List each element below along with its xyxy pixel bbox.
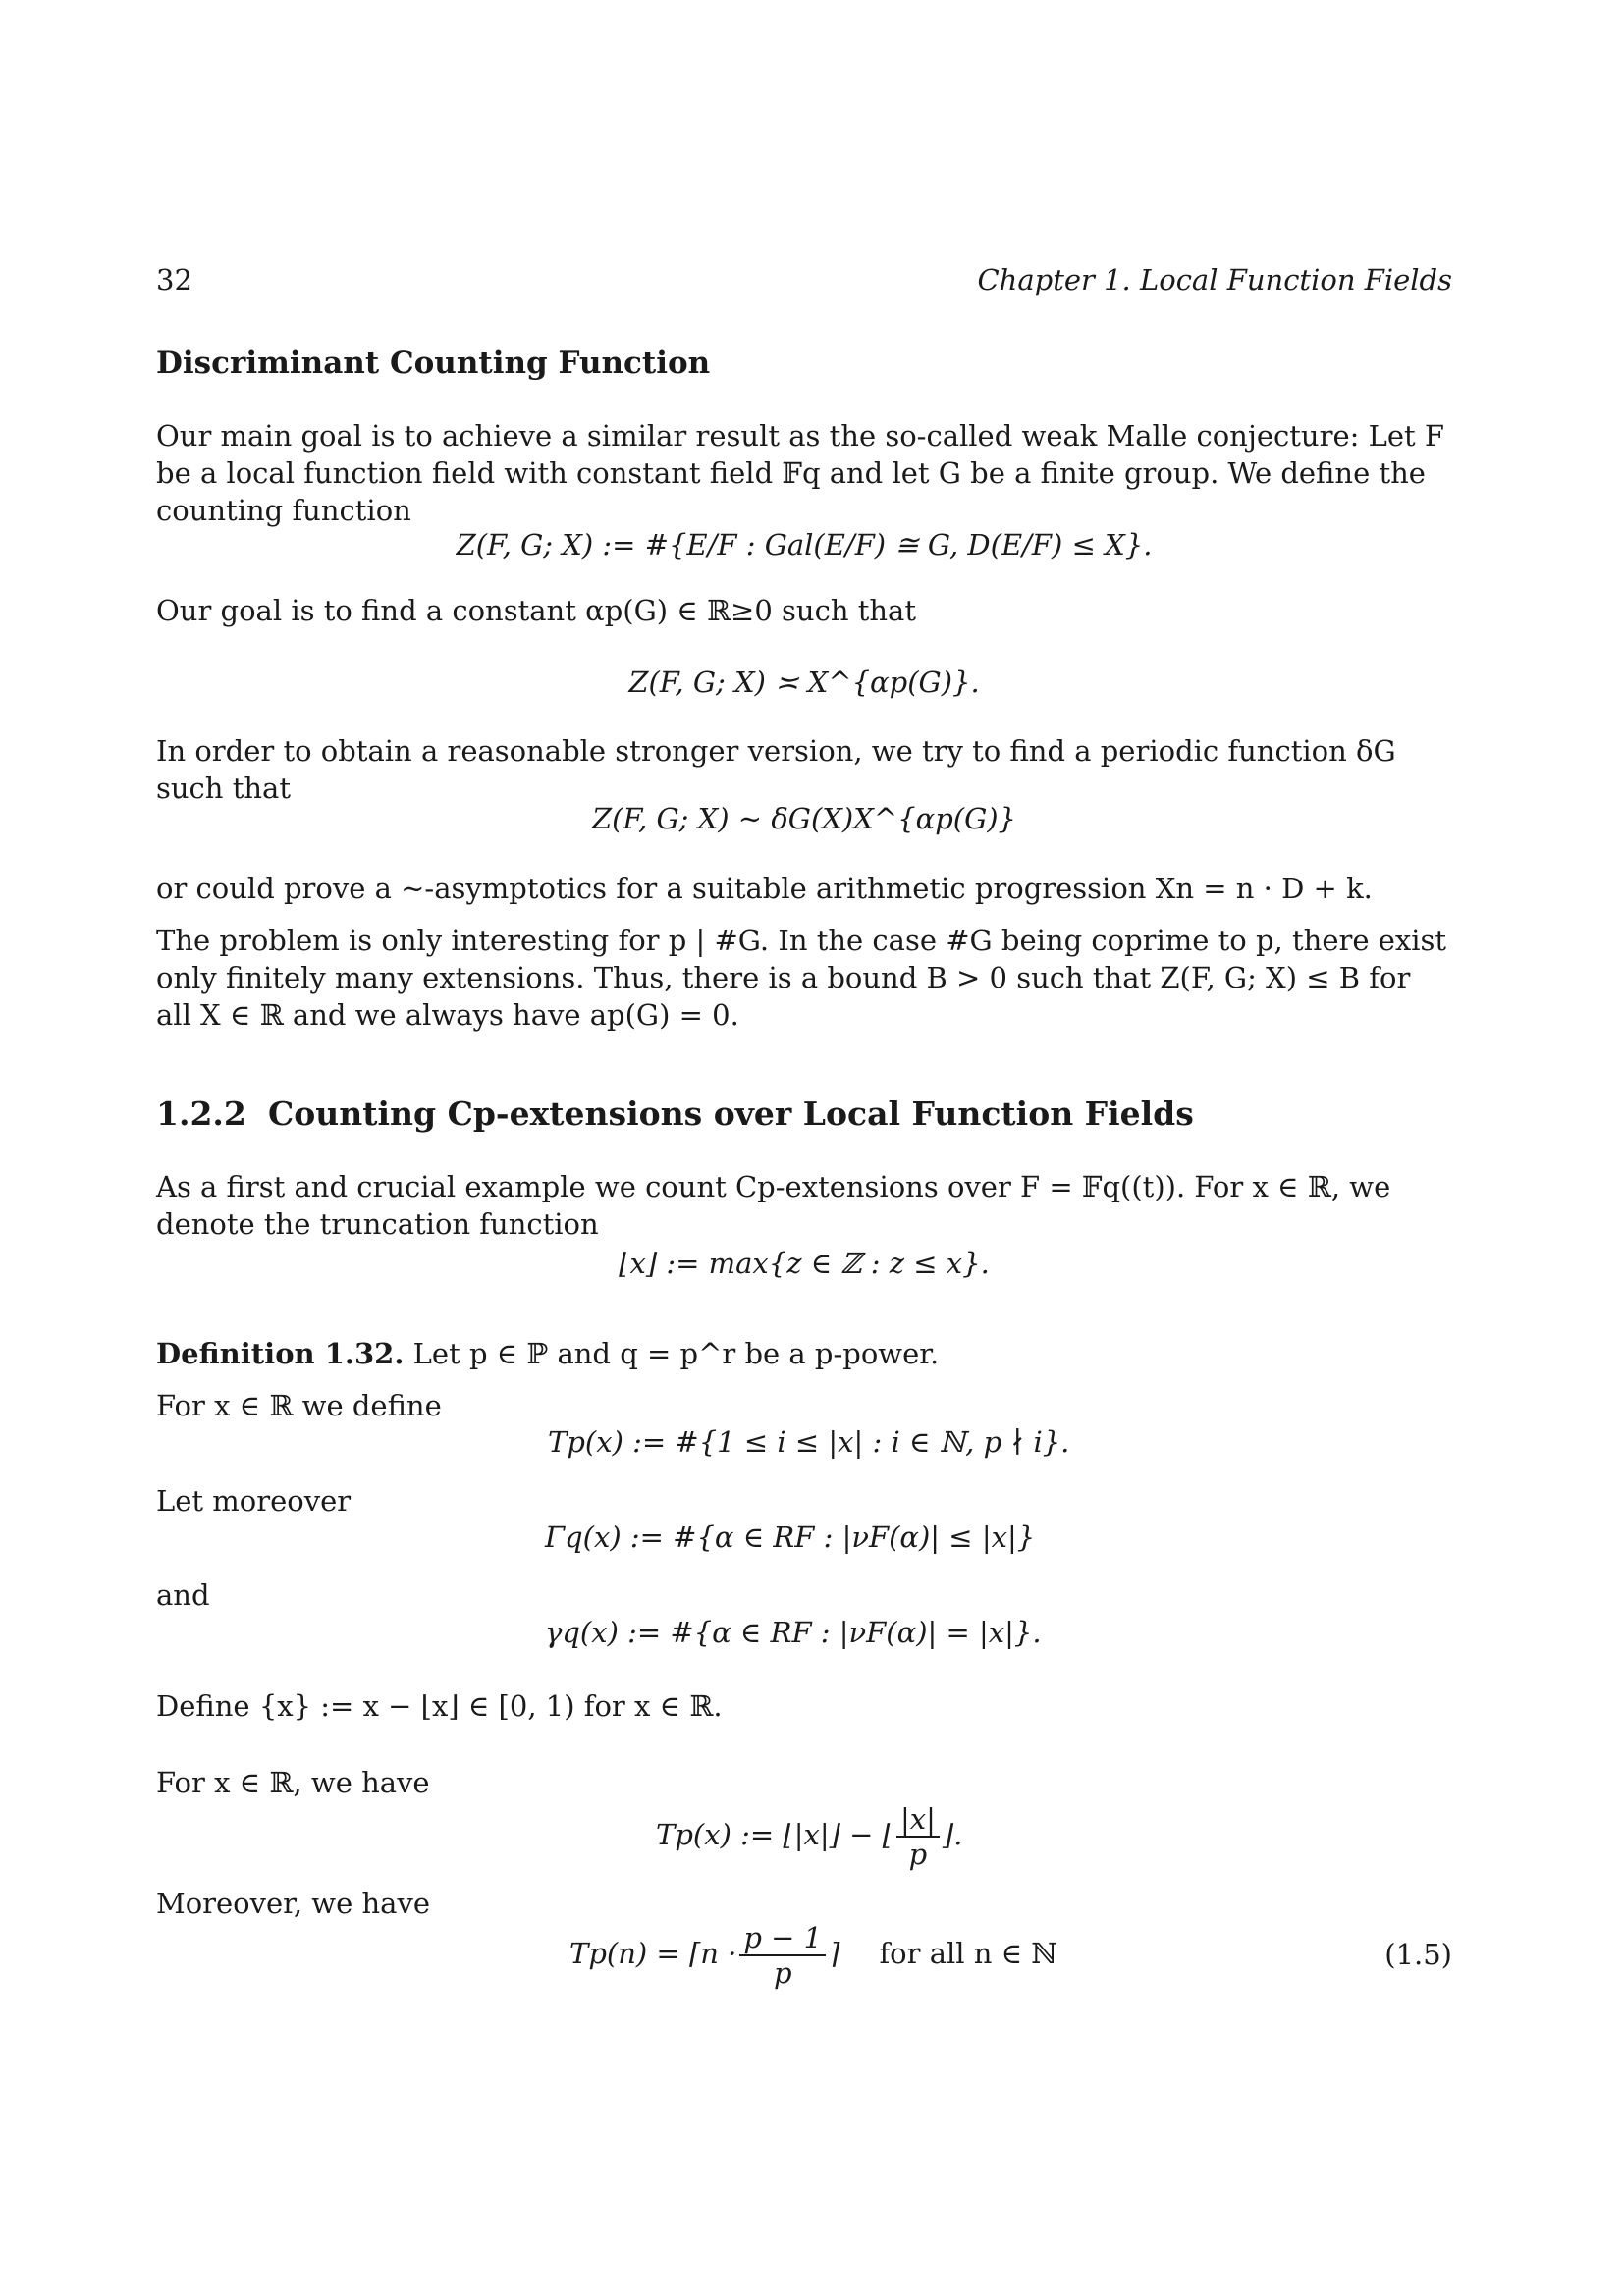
paragraph: Our main goal is to achieve a similar result as the so-called weak Malle conjecture: Let F be a local function field with constant field 𝔽q and let G be a finite group. We define the counting function: [156, 419, 1445, 527]
text-line: Moreover, we have: [156, 1887, 431, 1920]
equation-asymptotic: Z(F, G; X) ≍ X^{αp(G)}.: [628, 666, 980, 699]
section-number: 1.2.2: [156, 1095, 246, 1133]
equation-T: Tp(x) := #{1 ≤ i ≤ |x| : i ∈ ℕ, p ∤ i}.: [548, 1425, 1070, 1459]
equation-Gamma: Γq(x) := #{α ∈ RF : |νF(α)| ≤ |x|}: [545, 1521, 1036, 1554]
definition-label: Definition 1.32.: [156, 1337, 405, 1370]
text-line: For x ∈ ℝ we define: [156, 1389, 442, 1422]
fraction-numerator: p − 1: [739, 1921, 826, 1956]
page-number: 32: [156, 263, 192, 296]
section-title: Counting Cp-extensions over Local Function Fields: [268, 1095, 1194, 1133]
paragraph: Our goal is to find a constant αp(G) ∈ ℝ≥0 such that: [156, 594, 916, 627]
equation-strong-asymptotic: Z(F, G; X) ∼ δG(X)X^{αp(G)}: [591, 802, 1017, 835]
definition: [156, 1335, 939, 1372]
fraction-denominator: p: [773, 1956, 792, 1990]
paragraph-heading: Discriminant Counting Function: [156, 346, 711, 381]
section-heading: [156, 1094, 1194, 1135]
paragraph: As a first and crucial example we count Cp-extensions over F = 𝔽q((t)). For x ∈ ℝ, we denote the truncation function: [156, 1170, 1391, 1241]
fraction-numerator: |x|: [896, 1802, 940, 1838]
running-title: Chapter 1. Local Function Fields: [977, 263, 1452, 296]
eq-part: ⌋.: [942, 1818, 963, 1851]
paragraph: or could prove a ∼-asymptotics for a suitable arithmetic progression Xn = n · D + k.: [156, 872, 1373, 905]
eq-part: Tp(n) = ⌈n ·: [569, 1937, 737, 1970]
paragraph: The problem is only interesting for p | #G. In the case #G being coprime to p, there exist only finitely many extensions. Thus, there is a bound B > 0 such that Z(F, G; X) ≤ B for all X ∈ ℝ and we always have ap(G) = 0.: [156, 924, 1447, 1032]
text-line: Let moreover: [156, 1484, 352, 1518]
equation-Tp-floor: [656, 1799, 962, 1871]
text-line: For x ∈ ℝ, we have: [156, 1766, 430, 1799]
equation-number: (1.5): [1384, 1938, 1452, 1971]
equation-floor: ⌊x⌋ := max{z ∈ ℤ : z ≤ x}.: [619, 1247, 990, 1280]
eq-part: ⌉: [829, 1937, 840, 1970]
equation-counting-function: Z(F, G; X) := #{E/F : Gal(E/F) ≅ G, D(E/F) ≤ X}.: [456, 528, 1153, 561]
text-line: Define {x} := x − ⌊x⌋ ∈ [0, 1) for x ∈ ℝ.: [156, 1689, 723, 1723]
fraction-denominator: p: [908, 1838, 928, 1871]
eq-condition: for all n ∈ ℕ: [879, 1937, 1057, 1970]
eq-part: Tp(x) := ⌊|x|⌋ − ⌊: [656, 1818, 893, 1851]
definition-text: Let p ∈ ℙ and q = p^r be a p-power.: [412, 1337, 940, 1370]
text-line: and: [156, 1578, 210, 1612]
fraction: [739, 1921, 826, 1990]
fraction: [896, 1802, 940, 1871]
equation-gamma: γq(x) := #{α ∈ RF : |νF(α)| = |x|}.: [545, 1616, 1042, 1649]
equation-Tn: [569, 1918, 1057, 1990]
paragraph: In order to obtain a reasonable stronger version, we try to find a periodic function δG such that: [156, 734, 1396, 805]
